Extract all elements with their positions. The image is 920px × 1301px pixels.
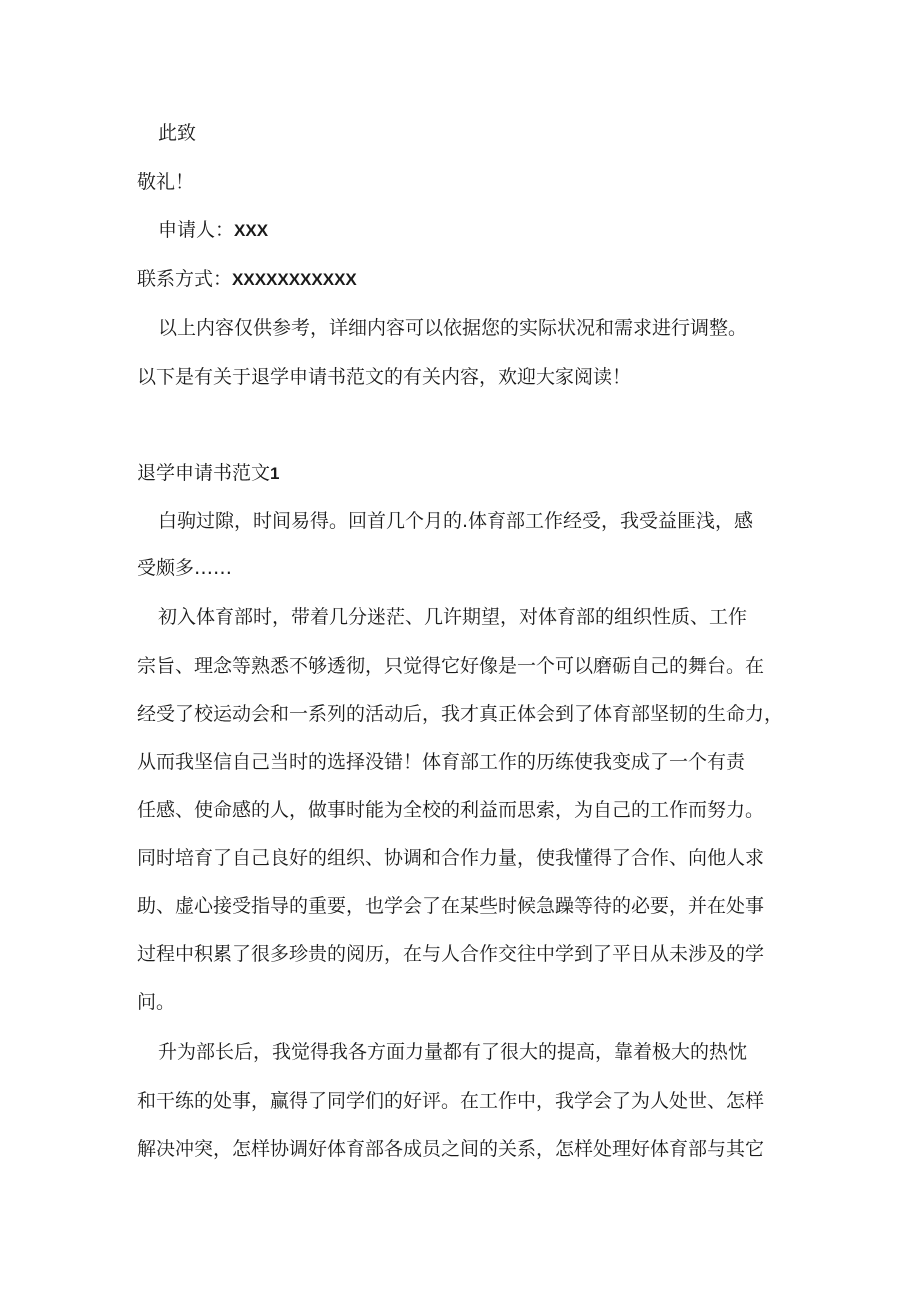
applicant-value: XXX: [234, 221, 269, 240]
paragraph-2-line-7: 助、虚心接受指导的重要，也学会了在某些时候急躁等待的必要，并在处事: [137, 895, 765, 917]
paragraph-2-line-3: 经受了校运动会和一系列的活动后，我才真正体会到了体育部坚韧的生命力，: [137, 703, 784, 725]
section-title-text: 退学申请书范文: [137, 462, 271, 484]
paragraph-2-line-1: 初入体育部时，带着几分迷茫、几许期望，对体育部的组织性质、工作: [158, 606, 748, 628]
paragraph-3-line-3: 解决冲突，怎样协调好体育部各成员之间的关系，怎样处理好体育部与其它: [137, 1138, 765, 1160]
section-title: [137, 461, 279, 486]
contact-line: [137, 267, 357, 292]
paragraph-1-line-2: 受颇多……: [137, 557, 233, 579]
paragraph-3-line-1: 升为部长后，我觉得我各方面力量都有了很大的提高，靠着极大的热忱: [158, 1041, 748, 1063]
section-title-number: 1: [270, 464, 280, 483]
paragraph-1-line-1: 白驹过隙，时间易得。回首几个月的.体育部工作经受，我受益匪浅，感: [158, 510, 754, 532]
contact-label: 联系方式：: [137, 268, 233, 290]
paragraph-2-line-2: 宗旨、理念等熟悉不够透彻，只觉得它好像是一个可以磨砺自己的舞台。在: [137, 655, 765, 677]
applicant-label: 申请人：: [158, 219, 235, 241]
contact-value: XXXXXXXXXXX: [232, 270, 357, 289]
applicant-line: [158, 218, 268, 243]
paragraph-2-line-6: 同时培育了自己良好的组织、协调和合作力量，使我懂得了合作、向他人求: [137, 847, 765, 869]
paragraph-2-line-5: 任感、使命感的人，做事时能为全校的利益而思索，为自己的工作而努力。: [137, 799, 765, 821]
notice-line-1: 以上内容仅供参考，详细内容可以依据您的实际状况和需求进行调整。: [158, 317, 748, 339]
paragraph-2-line-9: 问。: [137, 991, 176, 1013]
closing-regards: 敬礼！: [137, 171, 195, 193]
paragraph-2-line-8: 过程中积累了很多珍贵的阅历，在与人合作交往中学到了平日从未涉及的学: [137, 943, 765, 965]
notice-line-2: 以下是有关于退学申请书范文的有关内容，欢迎大家阅读！: [137, 366, 632, 388]
paragraph-3-line-2: 和干练的处事，赢得了同学们的好评。在工作中，我学会了为人处世、怎样: [137, 1090, 765, 1112]
paragraph-2-line-4: 从而我坚信自己当时的选择没错！体育部工作的历练使我变成了一个有责: [137, 751, 746, 773]
closing-salutation: 此致: [158, 122, 197, 144]
